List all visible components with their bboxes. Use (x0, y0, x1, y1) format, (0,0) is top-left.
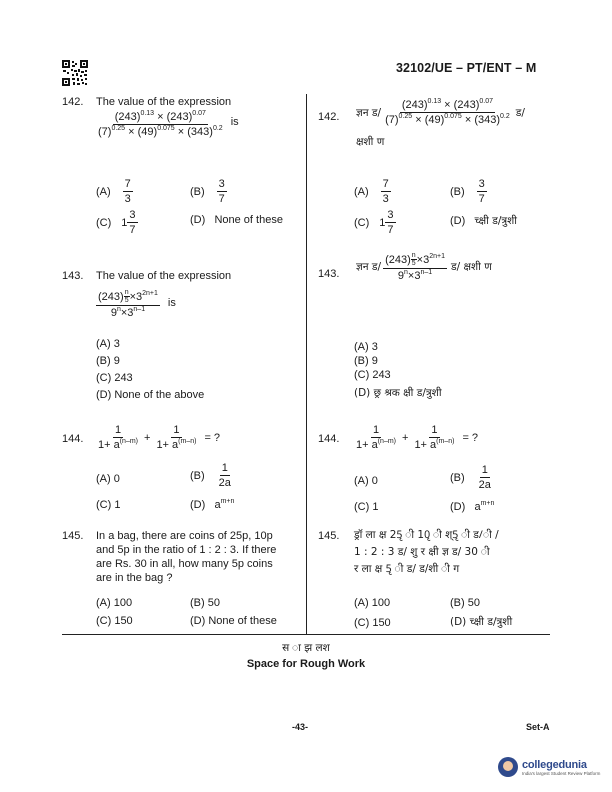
q145-option-d[interactable]: (D) None of these (190, 615, 277, 627)
q144-option-a-hi[interactable]: (A) 0 (354, 475, 378, 487)
q145-option-a-hi[interactable]: (A) 100 (354, 597, 391, 609)
q143-expression-hi: ज्ञन ड/ (243) $\frac{n}{5}$ $\times 3^{2n+1}$ $9^n\times 3^{n-1}$ ड/ क्षशी ण (356, 252, 492, 282)
set-label: Set-A (526, 722, 550, 732)
q144-option-c[interactable]: (C) 1 (96, 499, 121, 511)
q145-line4: are in the bag ? (96, 572, 173, 584)
q145-hi-line2: 1 : 2 : 3 ड/ शु र क्षी ज्ञ ड/ 30 ी (354, 546, 490, 558)
q143-option-c[interactable]: (C) 243 (96, 372, 133, 384)
q142-expression: $\frac{(243)^{0.13} \times (243)^{0.07}}{(7)^{0.25} \times (49)^{0.075} \times (343)^{0.2}}$ is (98, 110, 239, 138)
q142-option-b[interactable]: (B) $\frac{3}{7}$ (190, 178, 225, 205)
q143-option-d[interactable]: (D) None of the above (96, 389, 205, 401)
q143-option-b-hi[interactable]: (B) 9 (354, 355, 378, 367)
q143-option-a-hi[interactable]: (A) 3 (354, 341, 378, 353)
collegedunia-logo (498, 757, 600, 777)
q145-option-b-hi[interactable]: (B) 50 (450, 597, 480, 609)
q142-number-hi: 142. (318, 111, 340, 123)
brand-tagline: India's largest Student Review Platform (522, 770, 601, 776)
q142-expression-hi: ज्ञन ड/ $\frac{(243)^{0.13} \times (243)^{0.07}}{(7)^{0.25} \times (49)^{0.075} \times (343)^{0.2}}$ ड/ (356, 98, 525, 126)
q145-number: 145. (62, 530, 84, 542)
q145-option-c[interactable]: (C) 150 (96, 615, 133, 627)
section-divider (62, 634, 550, 635)
q143-expression: (243) $\frac{n}{5}$ $\times 3^{2n+1}$ $9^n\times 3^{n-1}$ is (98, 289, 176, 319)
rough-work-label-hi: स ा झ लश (282, 642, 330, 654)
q144-option-a[interactable]: (A) 0 (96, 473, 120, 485)
q144-number: 144. (62, 433, 84, 445)
q142-lead: The value of the expression (96, 96, 232, 108)
q142-option-d-hi[interactable]: (D) च्क्षी ड/त्रुशी (450, 215, 518, 227)
q145-option-d-hi[interactable]: (D) च्क्षी ड/त्रुशी (450, 616, 513, 628)
page-number: -43- (292, 722, 309, 732)
q145-line1: In a bag, there are coins of 25p, 10p (96, 530, 273, 542)
q142-option-a-hi[interactable]: (A) $\frac{7}{3}$ (354, 178, 389, 205)
brand-name: collegedunia (522, 758, 587, 771)
q144-number-hi: 144. (318, 433, 340, 445)
q144-option-b-hi[interactable]: (B) $\frac{1}{2a}$ (450, 464, 491, 491)
q144-option-d-hi[interactable]: (D) $a^{m+n}$ (450, 500, 495, 513)
q142-fraction: $\frac{(243)^{0.13} \times (243)^{0.07}}{(7)^{0.25} \times (49)^{0.075} \times (343)^{0.2}}$ (98, 110, 223, 138)
q143-option-b[interactable]: (B) 9 (96, 355, 120, 367)
q142-option-c[interactable]: (C) 1 $\frac{3}{7}$ (96, 209, 136, 236)
q144-expression: $\frac{1}{1+ a^{(n-m)}}$ + $\frac{1}{1+ a^{(m-n)}}$ = ? (98, 424, 221, 451)
q145-hi-line1: ड्रॉ ला क्ष 25ृ ी 10ृ ी श्5ृ ी ड/ी / (354, 529, 499, 541)
q145-hi-line3: र ला क्ष 5ृ ी ड/ ड/शी ी ग (354, 563, 460, 575)
q143-number-hi: 143. (318, 268, 340, 280)
q143-option-a[interactable]: (A) 3 (96, 338, 120, 350)
q144-option-d[interactable]: (D) $a^{m+n}$ (190, 498, 235, 511)
q142-option-a[interactable]: (A) $\frac{7}{3}$ (96, 178, 131, 205)
q143-number: 143. (62, 270, 84, 282)
q142-option-c-hi[interactable]: (C) 1 $\frac{3}{7}$ (354, 209, 394, 236)
q144-option-c-hi[interactable]: (C) 1 (354, 501, 379, 513)
avatar-icon (498, 757, 518, 777)
q143-option-c-hi[interactable]: (C) 243 (354, 369, 391, 381)
rough-work-label: Space for Rough Work (246, 658, 366, 670)
paper-code: 32102/UE – PT/ENT – M (396, 61, 537, 75)
q143-option-d-hi[interactable]: (D) छ्र श्रक क्षी ड/त्रुशी (354, 387, 442, 399)
column-divider (306, 94, 307, 634)
q145-option-c-hi[interactable]: (C) 150 (354, 617, 391, 629)
q144-expression-hi: $\frac{1}{1+ a^{(n-m)}}$ + $\frac{1}{1+ a^{(m-n)}}$ = ? (356, 424, 479, 451)
qr-code (62, 60, 88, 86)
q145-option-a[interactable]: (A) 100 (96, 597, 133, 609)
q144-option-b[interactable]: (B) $\frac{1}{2a}$ (190, 462, 231, 489)
q145-line3: are Rs. 30 in all, how many 5p coins (96, 558, 273, 570)
q142-number: 142. (62, 96, 84, 108)
q145-option-b[interactable]: (B) 50 (190, 597, 220, 609)
q142-hi-line2: क्षशी ण (356, 136, 385, 148)
q145-line2: and 5p in the ratio of 1 : 2 : 3. If there (96, 544, 277, 556)
q143-lead: The value of the expression (96, 270, 232, 282)
q142-option-d[interactable]: (D) None of these (190, 214, 283, 226)
q145-number-hi: 145. (318, 530, 340, 542)
q142-option-b-hi[interactable]: (B) $\frac{3}{7}$ (450, 178, 485, 205)
